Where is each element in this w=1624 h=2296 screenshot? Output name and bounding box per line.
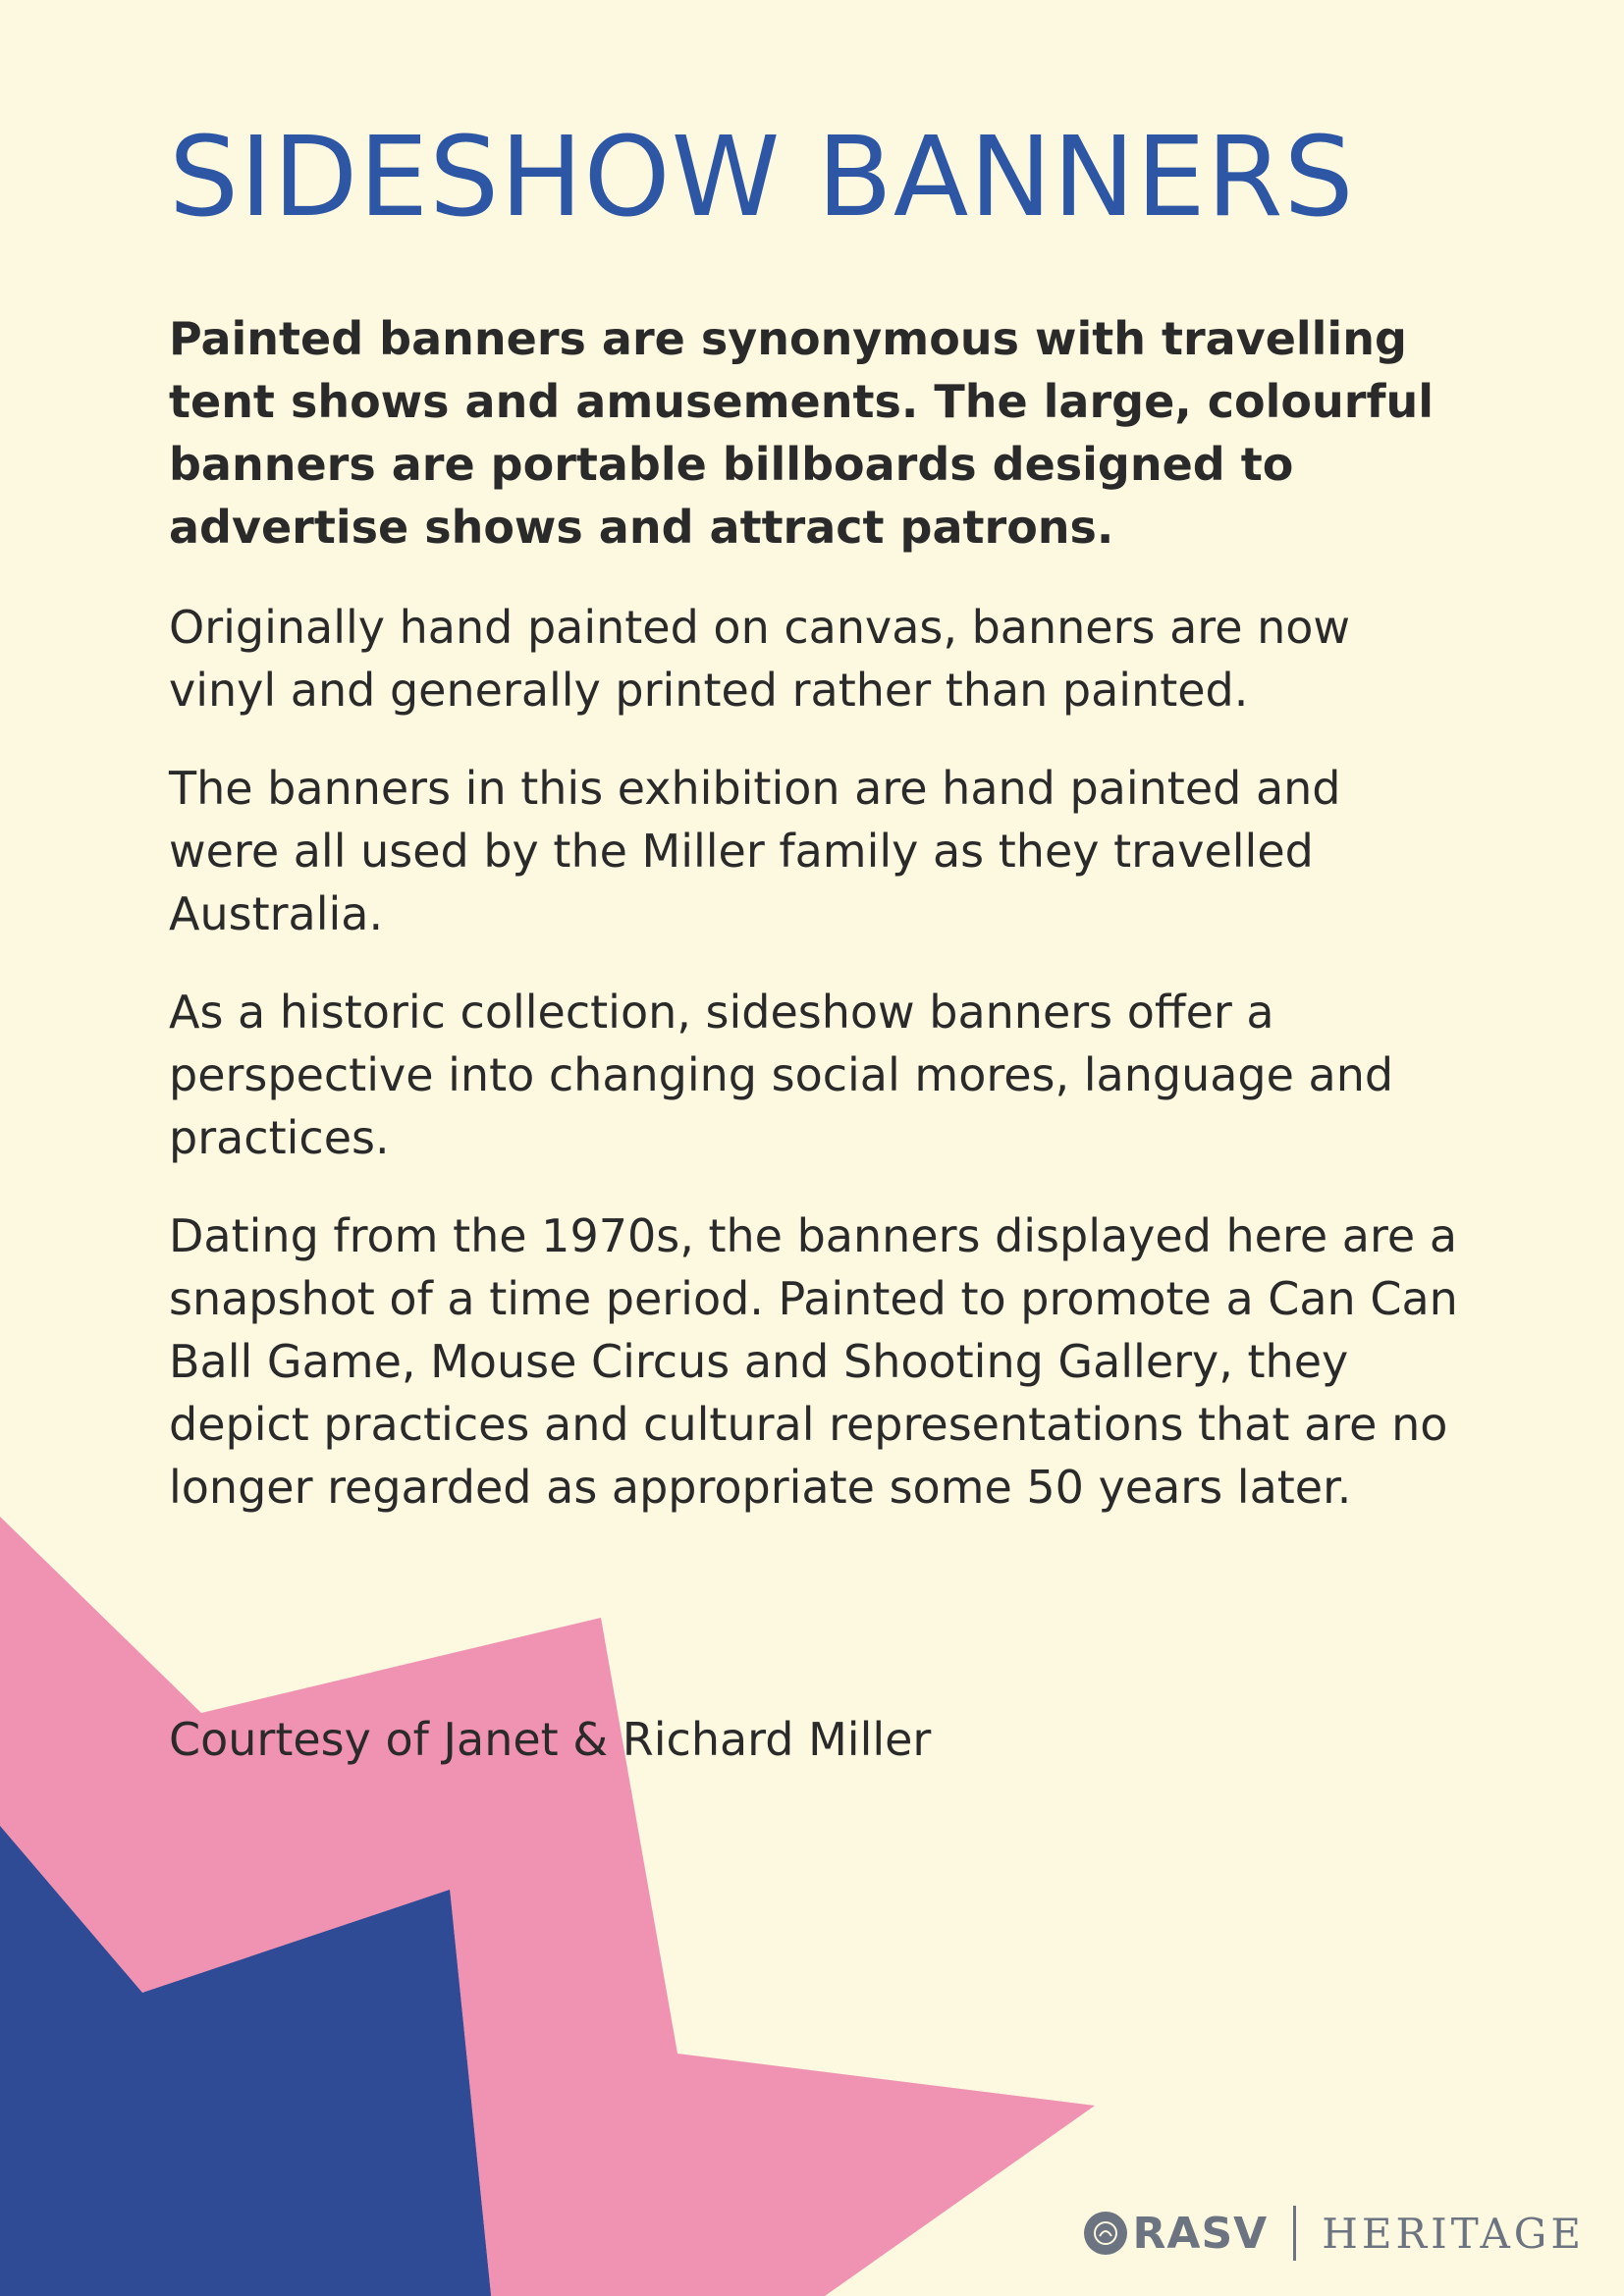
courtesy-credit: Courtesy of Janet & Richard Miller (169, 1713, 932, 1766)
body-paragraph-1: Originally hand painted on canvas, banners are now vinyl and generally printed rather than painted. (169, 601, 1351, 718)
logo-brand-text: RASV (1132, 2208, 1269, 2259)
body-paragraph-4: Dating from the 1970s, the banners displayed here are a snapshot of a time period. Painted to promote a Can Can Ball Game, Mouse Circus and Shooting Gallery, they depict practices and cultural representations that are no longer regarded as appropriate some 50 years later. (169, 1209, 1458, 1515)
body-paragraph-3: As a historic collection, sideshow banners offer a perspective into changing social mores, language and practices. (169, 986, 1394, 1165)
main-content (169, 114, 1465, 1554)
page-title: SIDESHOW BANNERS (169, 114, 1355, 241)
rasv-heritage-logo (1084, 2206, 1585, 2261)
rasv-emblem-icon (1084, 2212, 1127, 2255)
logo-divider (1293, 2206, 1296, 2261)
logo-division-text: HERITAGE (1322, 2209, 1585, 2258)
intro-paragraph: Painted banners are synonymous with travelling tent shows and amusements. The large, colourful banners are portable billboards designed to advertise shows and attract patrons. (169, 312, 1434, 555)
body-paragraph-2: The banners in this exhibition are hand painted and were all used by the Miller family as they travelled Australia. (169, 762, 1341, 941)
